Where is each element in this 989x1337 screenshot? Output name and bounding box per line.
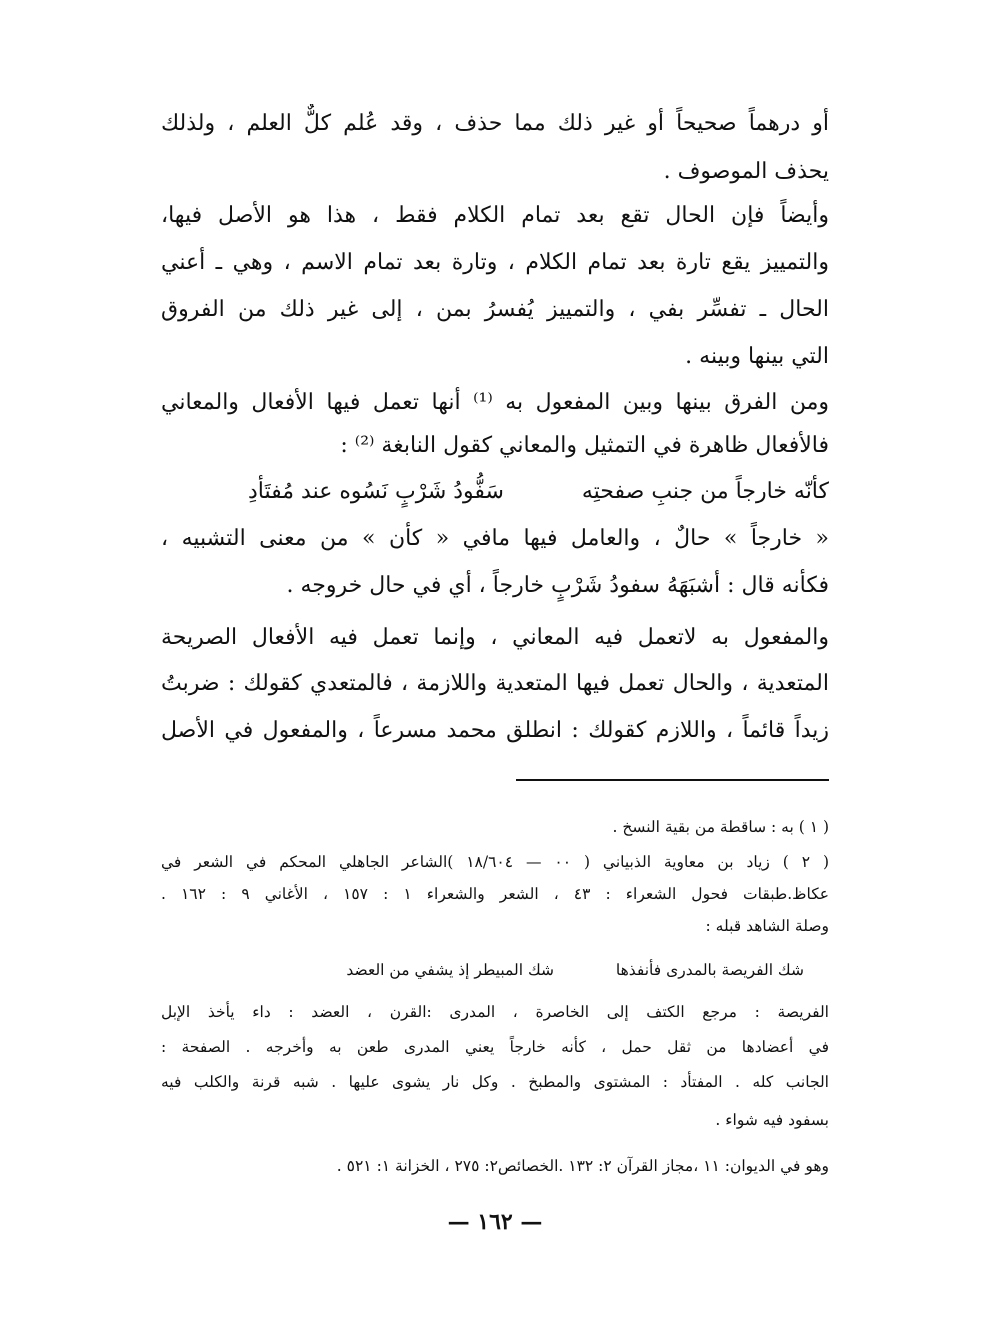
body-line: « خارجاً » حالٌ ، والعامل فيها مافي « كأن » من معنى التشبيه ،: [161, 526, 829, 551]
body-line: زيداً قائماً ، واللازم كقولك : انطلق محمد مسرعاً ، والمفعول في الأصل: [161, 718, 829, 743]
body-line: أو درهماً صحيحاً أو غير ذلك مما حذف ، وقد عُلم كلٌّ العلم ، ولذلك: [161, 111, 829, 136]
body-line: والتمييز يقع تارة بعد تمام الكلام ، وتارة بعد تمام الاسم ، وهي ـ أعني: [161, 250, 829, 275]
body-line: يحذف الموصوف .: [663, 159, 829, 184]
body-line: فكأنه قال : أشبَهَهُ سفودُ شَرْبٍ خارجاً ، أي في حال خروجه .: [286, 573, 829, 598]
footnote-source: وهو في الديوان: ١١ ،مجاز القرآن ٢: ١٣٢ .الخصائص٢: ٢٧٥ ، الخزانة ١: ٥٢١ .: [336, 1157, 829, 1175]
page-number: — ١٦٢ —: [447, 1209, 543, 1235]
body-line: التي بينها وبينه .: [685, 344, 829, 369]
footnote-2-line: وصلة الشاهد قبله :: [705, 917, 829, 935]
footnote-gloss-line: الفريصة : مرجع الكتف إلى الخاصرة ، المدرى :القرن ، العضد : داء يأخذ الإبل: [161, 1003, 829, 1021]
footnote-2-line: عكاظ.طبقات فحول الشعراء : ٤٣ ، الشعر والشعراء ١ : ١٥٧ ، الأغاني ٩ : ١٦٢ .: [161, 885, 829, 903]
verse-hemistich-second: سَفُّودُ شَرْبٍ نَسُوه عند مُفتَأدِ: [248, 479, 504, 504]
footnote-2-line: ( ٢ ) زياد بن معاوية الذبياني ( ٠٠ — ١٨/٦٠٤ )الشاعر الجاهلي المحكم في الشعر في: [161, 853, 829, 871]
body-line: ومن الفرق بينها وبين المفعول به ⁽¹⁾ أنها تعمل فيها الأفعال والمعاني: [161, 390, 829, 415]
footnote-gloss-line: الجانب كله . المفتأد : المشتوى والمطبخ . وكل نار يشوى عليها . شبه قرنة والكلب فيه: [161, 1073, 829, 1091]
footnote-separator: [516, 779, 829, 781]
body-line: فالأفعال ظاهرة في التمثيل والمعاني كقول النابغة ⁽²⁾ :: [340, 433, 829, 458]
footnote-gloss-line: في أعضادها من ثقل حمل ، كأنه خارجاً يعني المدرى طعن به وأخرجه . الصفحة :: [161, 1038, 829, 1056]
verse-hemistich-first: كأنّه خارجاً من جنبِ صفحتِه: [581, 479, 829, 504]
body-line: المتعدية ، والحال تعمل فيها المتعدية واللازمة ، فالمتعدي كقولك : ضربتُ: [161, 671, 829, 696]
footnote-verse-first: شك الفريصة بالمدرى فأنفذها: [615, 961, 804, 979]
footnote-gloss-line: بسفود فيه شواء .: [715, 1111, 829, 1129]
body-line: والمفعول به لاتعمل فيه المعاني ، وإنما تعمل فيه الأفعال الصريحة: [161, 625, 829, 650]
footnote-1: ( ١ ) به : ساقطة من بقية النسخ .: [612, 818, 829, 836]
footnote-verse-second: شك المبيطر إذ يشفي من العضد: [346, 961, 554, 979]
body-line: وأيضاً فإن الحال تقع بعد تمام الكلام فقط ، هذا هو الأصل فيها،: [161, 203, 829, 228]
body-line: الحال ـ تفسِّر بفي ، والتمييز يُفسرُ بمن ، إلى غير ذلك من الفروق: [161, 297, 829, 322]
